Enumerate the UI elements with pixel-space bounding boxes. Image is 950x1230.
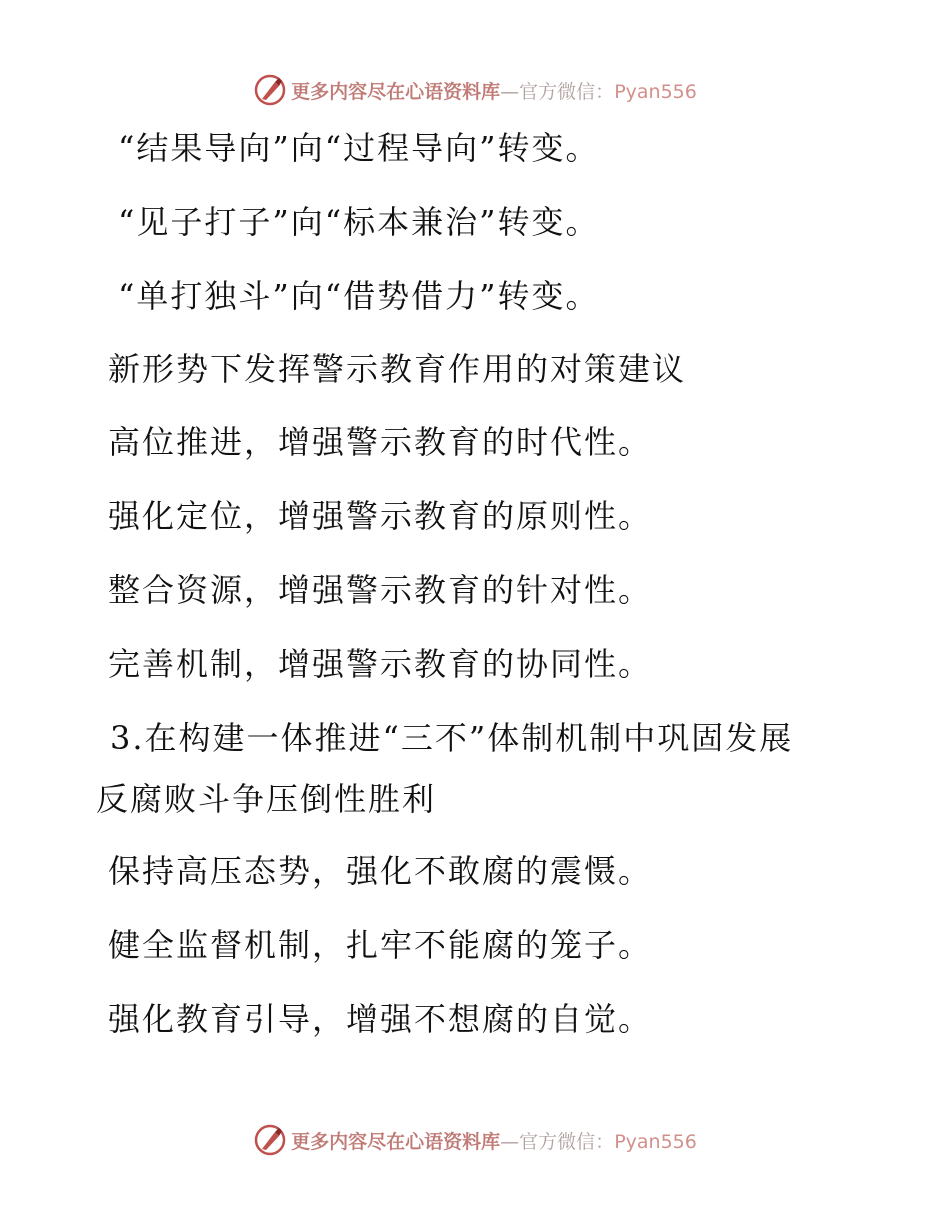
section-heading: 新形势下发挥警示教育作用的对策建议 — [108, 350, 687, 388]
watermark-wechat-id: Pyan556 — [614, 1130, 697, 1153]
watermark-brand: 更多内容尽在心语资料库 — [291, 1130, 501, 1153]
pen-nib-logo-icon — [253, 73, 287, 107]
watermark-brand: 更多内容尽在心语资料库 — [291, 80, 501, 103]
section-heading: 3.在构建一体推进“三不”体制机制中巩固发展 — [110, 719, 794, 757]
text-line: “结果导向”向“过程导向”转变。 — [118, 129, 600, 167]
text-line: 高位推进，增强警示教育的时代性。 — [108, 423, 653, 461]
text-line: 强化定位，增强警示教育的原则性。 — [108, 497, 653, 535]
text-line: 整合资源，增强警示教育的针对性。 — [108, 571, 653, 609]
text-line: “单打独斗”向“借势借力”转变。 — [118, 277, 600, 315]
header-watermark — [0, 70, 950, 110]
text-line: 保持高压态势，强化不敢腐的震慑。 — [108, 852, 653, 890]
text-line: 强化教育引导，增强不想腐的自觉。 — [108, 1000, 653, 1038]
text-line: 完善机制，增强警示教育的协同性。 — [108, 645, 653, 683]
section-heading-continued: 反腐败斗争压倒性胜利 — [96, 780, 437, 818]
watermark-separator: — — [500, 80, 520, 103]
watermark-separator: — — [500, 1130, 520, 1153]
text-line: 健全监督机制，扎牢不能腐的笼子。 — [108, 926, 653, 964]
footer-watermark — [0, 1120, 950, 1160]
watermark-label: 官方微信： — [519, 80, 615, 103]
watermark-wechat-id: Pyan556 — [614, 80, 697, 103]
text-line: “见子打子”向“标本兼治”转变。 — [118, 203, 600, 241]
pen-nib-logo-icon — [253, 1123, 287, 1157]
watermark-label: 官方微信： — [519, 1130, 615, 1153]
